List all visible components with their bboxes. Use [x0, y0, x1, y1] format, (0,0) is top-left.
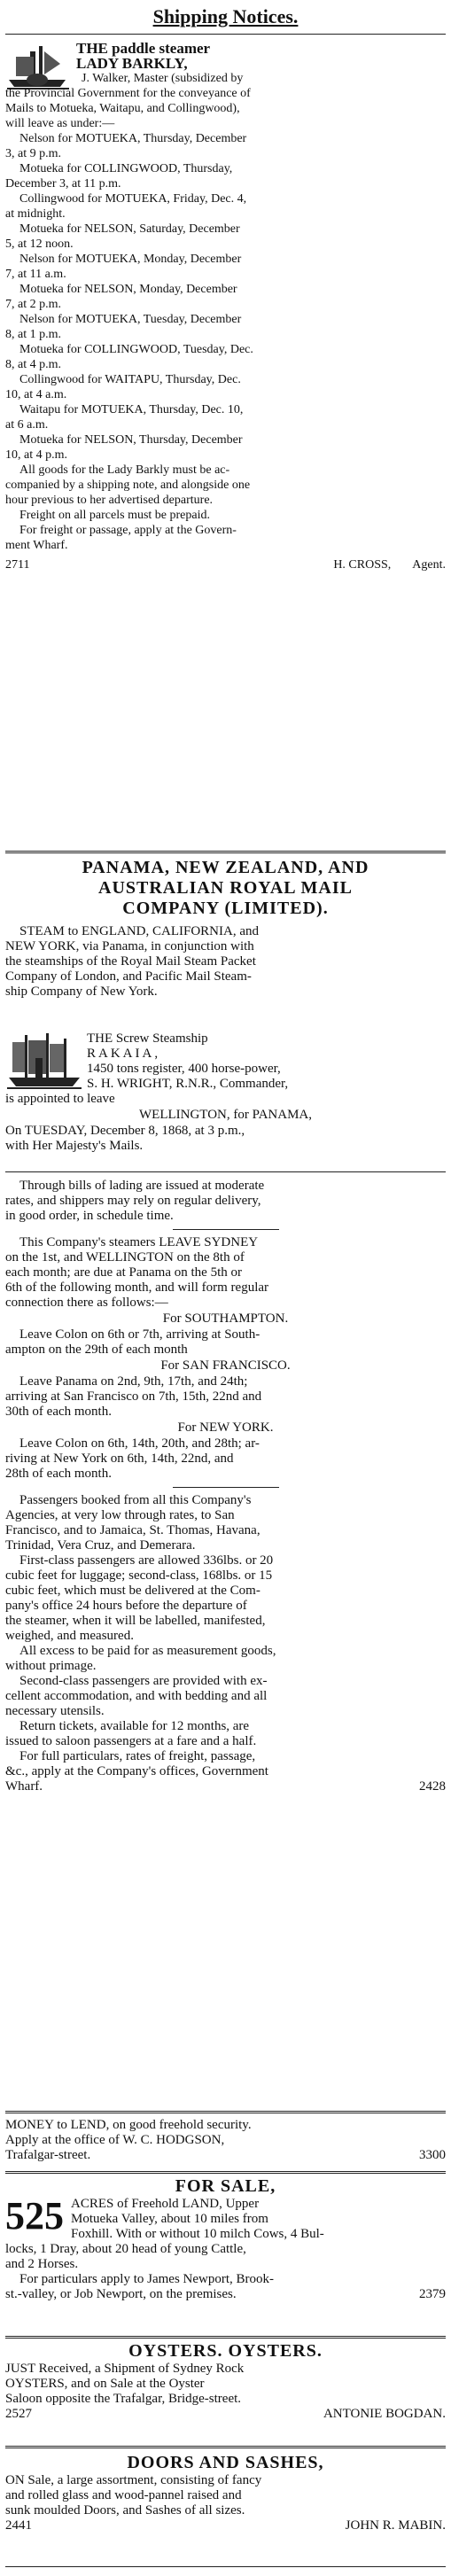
oysters-heading: OYSTERS. OYSTERS.	[128, 2341, 323, 2361]
sailing-line: 8, at 1 p.m.	[5, 328, 61, 341]
route-line: ampton on the 29th of each month	[5, 1342, 188, 1357]
ad-number: 2527	[5, 2407, 32, 2421]
company-line: 6th of the following month, and will form regular	[5, 1280, 269, 1295]
route-line: Leave Colon on 6th or 7th, arriving at South-	[19, 1327, 260, 1342]
bills-line: Through bills of lading are issued at moderate	[19, 1179, 265, 1193]
signature-row	[5, 2518, 446, 2533]
passenger-line: cubic feet, which must be delivered at the Com-	[5, 1584, 260, 1598]
money-to-lend-notice	[5, 2118, 446, 2163]
passenger-line: cubic feet for luggage; second-class, 168lbs. or 15	[5, 1568, 273, 1583]
short-divider	[173, 1487, 279, 1488]
vessel-type: THE paddle steamer	[76, 40, 211, 57]
route-heading: For SOUTHAMPTON.	[162, 1311, 289, 1326]
vessel-name: LADY BARKLY,	[76, 55, 188, 72]
steam-line: the steamships of the Royal Mail Steam Packet	[5, 954, 256, 969]
intro-line: Mails to Motueka, Waitapu, and Collingwood),	[5, 102, 240, 115]
sale-heading: FOR SALE,	[175, 2176, 276, 2196]
signer-role: Agent.	[412, 558, 446, 572]
bills-line: in good order, in schedule time.	[5, 1209, 174, 1223]
divider	[5, 2566, 446, 2567]
sale-line: locks, 1 Dray, about 20 head of young Cattle,	[5, 2242, 246, 2256]
passenger-line: Francisco, and to Jamaica, St. Thomas, Havana,	[5, 1523, 260, 1537]
oysters-notice	[5, 2341, 446, 2422]
sailing-line: Motueka for NELSON, Saturday, December	[19, 222, 240, 236]
sailing-line: Motueka for NELSON, Thursday, December	[19, 433, 243, 447]
destination: WELLINGTON, for PANAMA,	[139, 1108, 312, 1122]
oysters-line: OYSTERS, and on Sale at the Oyster	[5, 2377, 205, 2391]
steam-line: NEW YORK, via Panama, in conjunction with	[5, 939, 254, 953]
note-line: companied by a shipping note, and alongside one	[5, 479, 251, 492]
ship-name: RAKAIA,	[87, 1047, 161, 1061]
steam-line: Company of London, and Pacific Mail Steam-	[5, 969, 252, 984]
sailing-line: Nelson for MOTUEKA, Tuesday, December	[19, 313, 242, 326]
passenger-line: pany's office 24 hours before the departure of	[5, 1599, 247, 1613]
ship-line: THE Screw Steamship	[87, 1031, 208, 1046]
passenger-line: First-class passengers are allowed 336lbs. or 20	[19, 1553, 274, 1568]
intro-line: the Provincial Government for the conveyance of	[5, 87, 251, 100]
sale-line: and 2 Horses.	[5, 2257, 79, 2271]
sailing-line: 3, at 9 p.m.	[5, 147, 61, 160]
company-title: PANAMA, NEW ZEALAND, AND	[82, 858, 369, 877]
route-line: Leave Panama on 2nd, 9th, 17th, and 24th;	[19, 1374, 248, 1389]
doors-line: and rolled glass and wood-pannel raised and	[5, 2488, 242, 2502]
money-line: Apply at the office of W. C. HODGSON,	[5, 2133, 225, 2147]
passenger-line: weighed, and measured.	[5, 1629, 134, 1643]
company-line: each month; are due at Panama on the 5th or	[5, 1265, 242, 1280]
bills-line: rates, and shippers may rely on regular delivery,	[5, 1194, 261, 1208]
passenger-line: Trinidad, Vera Cruz, and Demerara.	[5, 1538, 196, 1553]
passenger-line: Agencies, at very low through rates, to San	[5, 1508, 235, 1522]
company-line: This Company's steamers LEAVE SYDNEY	[19, 1235, 259, 1249]
sailing-line: December 3, at 11 p.m.	[5, 177, 121, 191]
signature-row	[5, 2287, 446, 2302]
steam-line: STEAM to ENGLAND, CALIFORNIA, and	[19, 924, 259, 938]
ad-number: 2379	[419, 2287, 446, 2301]
divider	[5, 2336, 446, 2339]
rakaia-notice	[5, 1031, 446, 1154]
date-line: with Her Majesty's Mails.	[5, 1139, 144, 1153]
company-line: on the 1st, and WELLINGTON on the 8th of	[5, 1250, 245, 1265]
sailing-line: at 6 a.m.	[5, 418, 49, 432]
passenger-line: Second-class passengers are provided with ex-	[19, 1674, 268, 1688]
passenger-line: without primage.	[5, 1659, 97, 1673]
sailing-line: Nelson for MOTUEKA, Monday, December	[19, 253, 242, 266]
note-line: For freight or passage, apply at the Govern-	[19, 524, 237, 537]
passenger-line: the steamer, when it will be labelled, manifested,	[5, 1614, 266, 1628]
divider	[5, 2111, 446, 2113]
passenger-line: issued to saloon passengers at a fare and a half.	[5, 1734, 257, 1748]
signature-row	[5, 1779, 446, 1794]
ad-number: 2428	[419, 1779, 446, 1794]
company-line: connection there as follows:—	[5, 1296, 168, 1310]
doors-line: sunk moulded Doors, and Sashes of all sizes.	[5, 2503, 245, 2518]
doors-heading: DOORS AND SASHES,	[127, 2453, 324, 2472]
passenger-line: All excess to be paid for as measurement goods,	[19, 1644, 276, 1658]
route-line: riving at New York on 6th, 14th, 22nd, and	[5, 1451, 234, 1466]
route-line: 28th of each month.	[5, 1467, 112, 1481]
steam-line: ship Company of New York.	[5, 984, 158, 999]
sailing-line: Collingwood for WAITAPU, Thursday, Dec.	[19, 373, 241, 386]
money-line: MONEY to LEND, on good freehold security.	[5, 2118, 252, 2132]
short-divider	[173, 1229, 279, 1230]
for-sale-notice	[5, 2176, 446, 2302]
sailing-line: 10, at 4 p.m.	[5, 448, 67, 462]
signature-row	[5, 2407, 446, 2422]
signer-name: ANTONIE BOGDAN.	[323, 2407, 446, 2421]
route-line: 30th of each month.	[5, 1405, 112, 1419]
divider	[5, 2171, 446, 2174]
note-line: hour previous to her advertised departure.	[5, 494, 214, 507]
ad-number: 2711	[5, 558, 30, 572]
sailing-line: Waitapu for MOTUEKA, Thursday, Dec. 10,	[19, 403, 244, 416]
route-heading: For SAN FRANCISCO.	[160, 1358, 291, 1373]
doors-notice	[5, 2453, 446, 2533]
money-line: Trafalgar-street.	[5, 2148, 91, 2162]
sailing-line: Collingwood for MOTUEKA, Friday, Dec. 4,	[19, 192, 247, 206]
ad-number: 3300	[419, 2148, 446, 2162]
company-title: COMPANY (LIMITED).	[122, 899, 329, 918]
passenger-line: Passengers booked from all this Company's	[19, 1493, 252, 1507]
route-heading: For NEW YORK.	[177, 1420, 274, 1435]
passenger-line: Return tickets, available for 12 months, are	[19, 1719, 250, 1733]
sailing-line: 8, at 4 p.m.	[5, 358, 61, 371]
signature-row	[5, 2148, 446, 2163]
apply-line: st.-valley, or Job Newport, on the premises.	[5, 2287, 237, 2301]
sale-line: Foxhill. With or without 10 milch Cows, 4 Bul-	[71, 2227, 324, 2241]
sailing-line: 10, at 4 a.m.	[5, 388, 67, 401]
sailing-line: Motueka for COLLINGWOOD, Thursday,	[19, 162, 233, 175]
signer-name: H. CROSS,	[333, 558, 392, 572]
sailing-line: 7, at 2 p.m.	[5, 298, 61, 311]
divider	[5, 34, 446, 35]
passenger-line: cellent accommodation, and with bedding and all	[5, 1689, 268, 1703]
note-line: Freight on all parcels must be prepaid.	[19, 509, 210, 522]
panama-company-notice	[5, 858, 446, 1000]
sailing-line: Nelson for MOTUEKA, Thursday, December	[19, 132, 247, 145]
oysters-line: JUST Received, a Shipment of Sydney Rock	[5, 2362, 245, 2376]
note-line: ment Wharf.	[5, 539, 68, 552]
signer-name: JOHN R. MABIN.	[345, 2518, 446, 2533]
date-line: On TUESDAY, December 8, 1868, at 3 p.m.,	[5, 1124, 245, 1138]
ship-line: is appointed to leave	[5, 1092, 115, 1106]
sailing-line: 5, at 12 noon.	[5, 237, 74, 251]
doors-line: ON Sale, a large assortment, consisting of fancy	[5, 2473, 262, 2487]
intro-line: J. Walker, Master (subsidized by	[82, 72, 244, 85]
note-line: All goods for the Lady Barkly must be ac-	[19, 463, 230, 477]
passenger-line: &c., apply at the Company's offices, Government	[5, 1764, 268, 1778]
lady-barkly-notice	[5, 41, 446, 572]
apply-line: For particulars apply to James Newport, Brook-	[19, 2272, 275, 2286]
passenger-line: necessary utensils.	[5, 1704, 105, 1718]
ship-line: S. H. WRIGHT, R.N.R., Commander,	[87, 1077, 289, 1091]
ad-number: 2441	[5, 2518, 32, 2533]
sale-line: Motueka Valley, about 10 miles from	[71, 2212, 268, 2226]
company-title: AUSTRALIAN ROYAL MAIL	[98, 878, 353, 898]
shipping-heading: Shipping Notices.	[152, 5, 299, 27]
divider	[5, 851, 446, 853]
sailing-line: Motueka for COLLINGWOOD, Tuesday, Dec.	[19, 343, 253, 356]
shipping-notices-section	[5, 5, 446, 28]
divider	[5, 2446, 446, 2448]
ship-line: 1450 tons register, 400 horse-power,	[87, 1062, 281, 1076]
sailing-line: at midnight.	[5, 207, 66, 221]
signature-row	[5, 558, 446, 572]
route-line: arriving at San Francisco on 7th, 15th, 22nd and	[5, 1389, 262, 1404]
sale-line: ACRES of Freehold LAND, Upper	[71, 2197, 260, 2211]
route-line: Leave Colon on 6th, 14th, 20th, and 28th; ar-	[19, 1436, 260, 1451]
passenger-line: For full particulars, rates of freight, passage,	[19, 1749, 256, 1763]
acre-count: 525	[5, 2197, 64, 2237]
last-line: Wharf.	[5, 1779, 43, 1794]
sailing-line: 7, at 11 a.m.	[5, 268, 66, 281]
oysters-line: Saloon opposite the Trafalgar, Bridge-street.	[5, 2392, 242, 2406]
sailing-line: Motueka for NELSON, Monday, December	[19, 283, 237, 296]
intro-line: will leave as under:—	[5, 117, 115, 130]
divider	[5, 1171, 446, 1172]
panama-details	[5, 1179, 446, 1794]
